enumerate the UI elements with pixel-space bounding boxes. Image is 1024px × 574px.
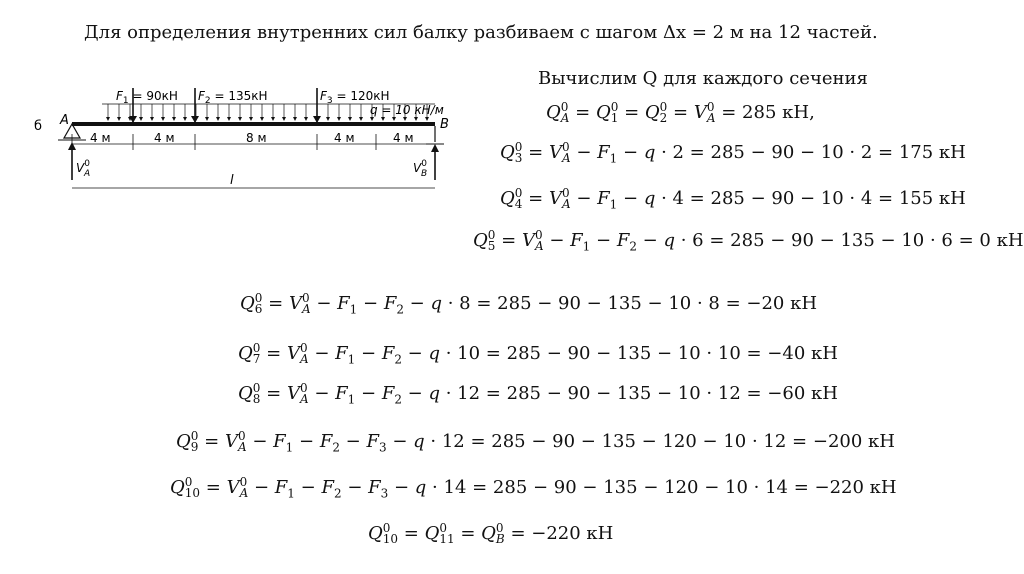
q-arrow-head [249,117,253,121]
equation-q10: Q 0 10 = V 0 A − $F_1 - F_2 - F_3 - q \cdot 14 = 285 - 90 - 135 - 120 - 10 \cdot 14 = -220$ кН [170,475,897,501]
distributed-load-label: q = 10 кН/м [370,103,444,117]
slide-heading: Для определения внутренних сил балку разбиваем с шагом Δx = 2 м на 12 частей. [84,22,878,43]
q-arrow-head [293,117,297,121]
q-arrow-head [161,117,165,121]
force-f2-label: $F_2 = 135кН$ [198,89,268,106]
span-1: 4 м [90,131,111,145]
force-f3-label: $F_3 = 120кН$ [320,89,390,106]
length-label: l [230,173,234,188]
subheading: Вычислим Q для каждого сечения [538,68,868,89]
equation-q3: Q 0 3 = V 0 A − $F_1 - q \cdot 2 = 285 - 90 - 10 \cdot 2 = 175$ кН [500,140,966,166]
q-arrow-head [326,117,330,121]
q-arrow-head [392,117,396,121]
q-arrow-head [414,117,418,121]
q-arrow-head [260,117,264,121]
q-arrow-head [271,117,275,121]
span-5: 4 м [393,131,414,145]
q-arrow-head [227,117,231,121]
force-f1-label: $F_1 = 90кН$ [116,89,178,106]
equation-q4: Q 0 4 = V 0 A − $F_1 - q \cdot 4 = 285 - 90 - 10 \cdot 4 = 155$ кН [500,186,966,212]
q-arrow-head [370,117,374,121]
equation-q-a: Q 0 A = Q 0 1 = Q 0 2 = V 0 A = 285 кН, [546,100,815,125]
q-arrow-head [238,117,242,121]
span-3: 8 м [246,131,267,145]
equation-q-b: Q 0 10 = Q 0 11 = Q 0 B = −220 кН [368,521,614,546]
support-b-label: B [440,117,449,132]
panel-label: б [34,119,43,134]
equation-q8: Q 0 8 = V 0 A − $F_1 - F_2 - q \cdot 12 = 285 - 90 - 135 - 10 \cdot 12 = -60$ кН [238,381,838,407]
q-arrow-head [216,117,220,121]
span-2: 4 м [154,131,175,145]
q-arrow-head [425,117,429,121]
q-arrow-head [183,117,187,121]
q-arrow-head [381,117,385,121]
q-arrow-head [139,117,143,121]
equation-q9: Q 0 9 = V 0 A − $F_1 - F_2 - F_3 - q \cdot 12 = 285 - 90 - 135 - 120 - 10 \cdot 12 = -200$ кН [176,429,895,455]
q-arrow-head [359,117,363,121]
q-arrow-head [205,117,209,121]
span-4: 4 м [334,131,355,145]
q-arrow-head [106,117,110,121]
q-arrow-head [304,117,308,121]
q-arrow-head [348,117,352,121]
reaction-vb-label: $V^0$ B [413,159,428,179]
q-arrow-head [150,117,154,121]
equation-q7: Q 0 7 = V 0 A − $F_1 - F_2 - q \cdot 10 = 285 - 90 - 135 - 10 \cdot 10 = -40$ кН [238,341,838,367]
reaction-va-label: $V^0$ A [76,159,91,179]
support-a-label: A [60,113,69,128]
q-arrow-head [282,117,286,121]
q-arrow-head [337,117,341,121]
q-arrow-head [117,117,121,121]
q-arrow-head [403,117,407,121]
q-arrow-head [172,117,176,121]
equation-q5: Q 0 5 = V 0 A − $F_1 - F_2 - q \cdot 6 = 285 - 90 - 135 - 10 \cdot 6 = 0$ кН [473,228,1024,254]
equation-q6: Q 0 6 = V 0 A − $F_1 - F_2 - q \cdot 8 = 285 - 90 - 135 - 10 \cdot 8 = -20$ кН [240,291,818,317]
beam-diagram [30,80,470,200]
